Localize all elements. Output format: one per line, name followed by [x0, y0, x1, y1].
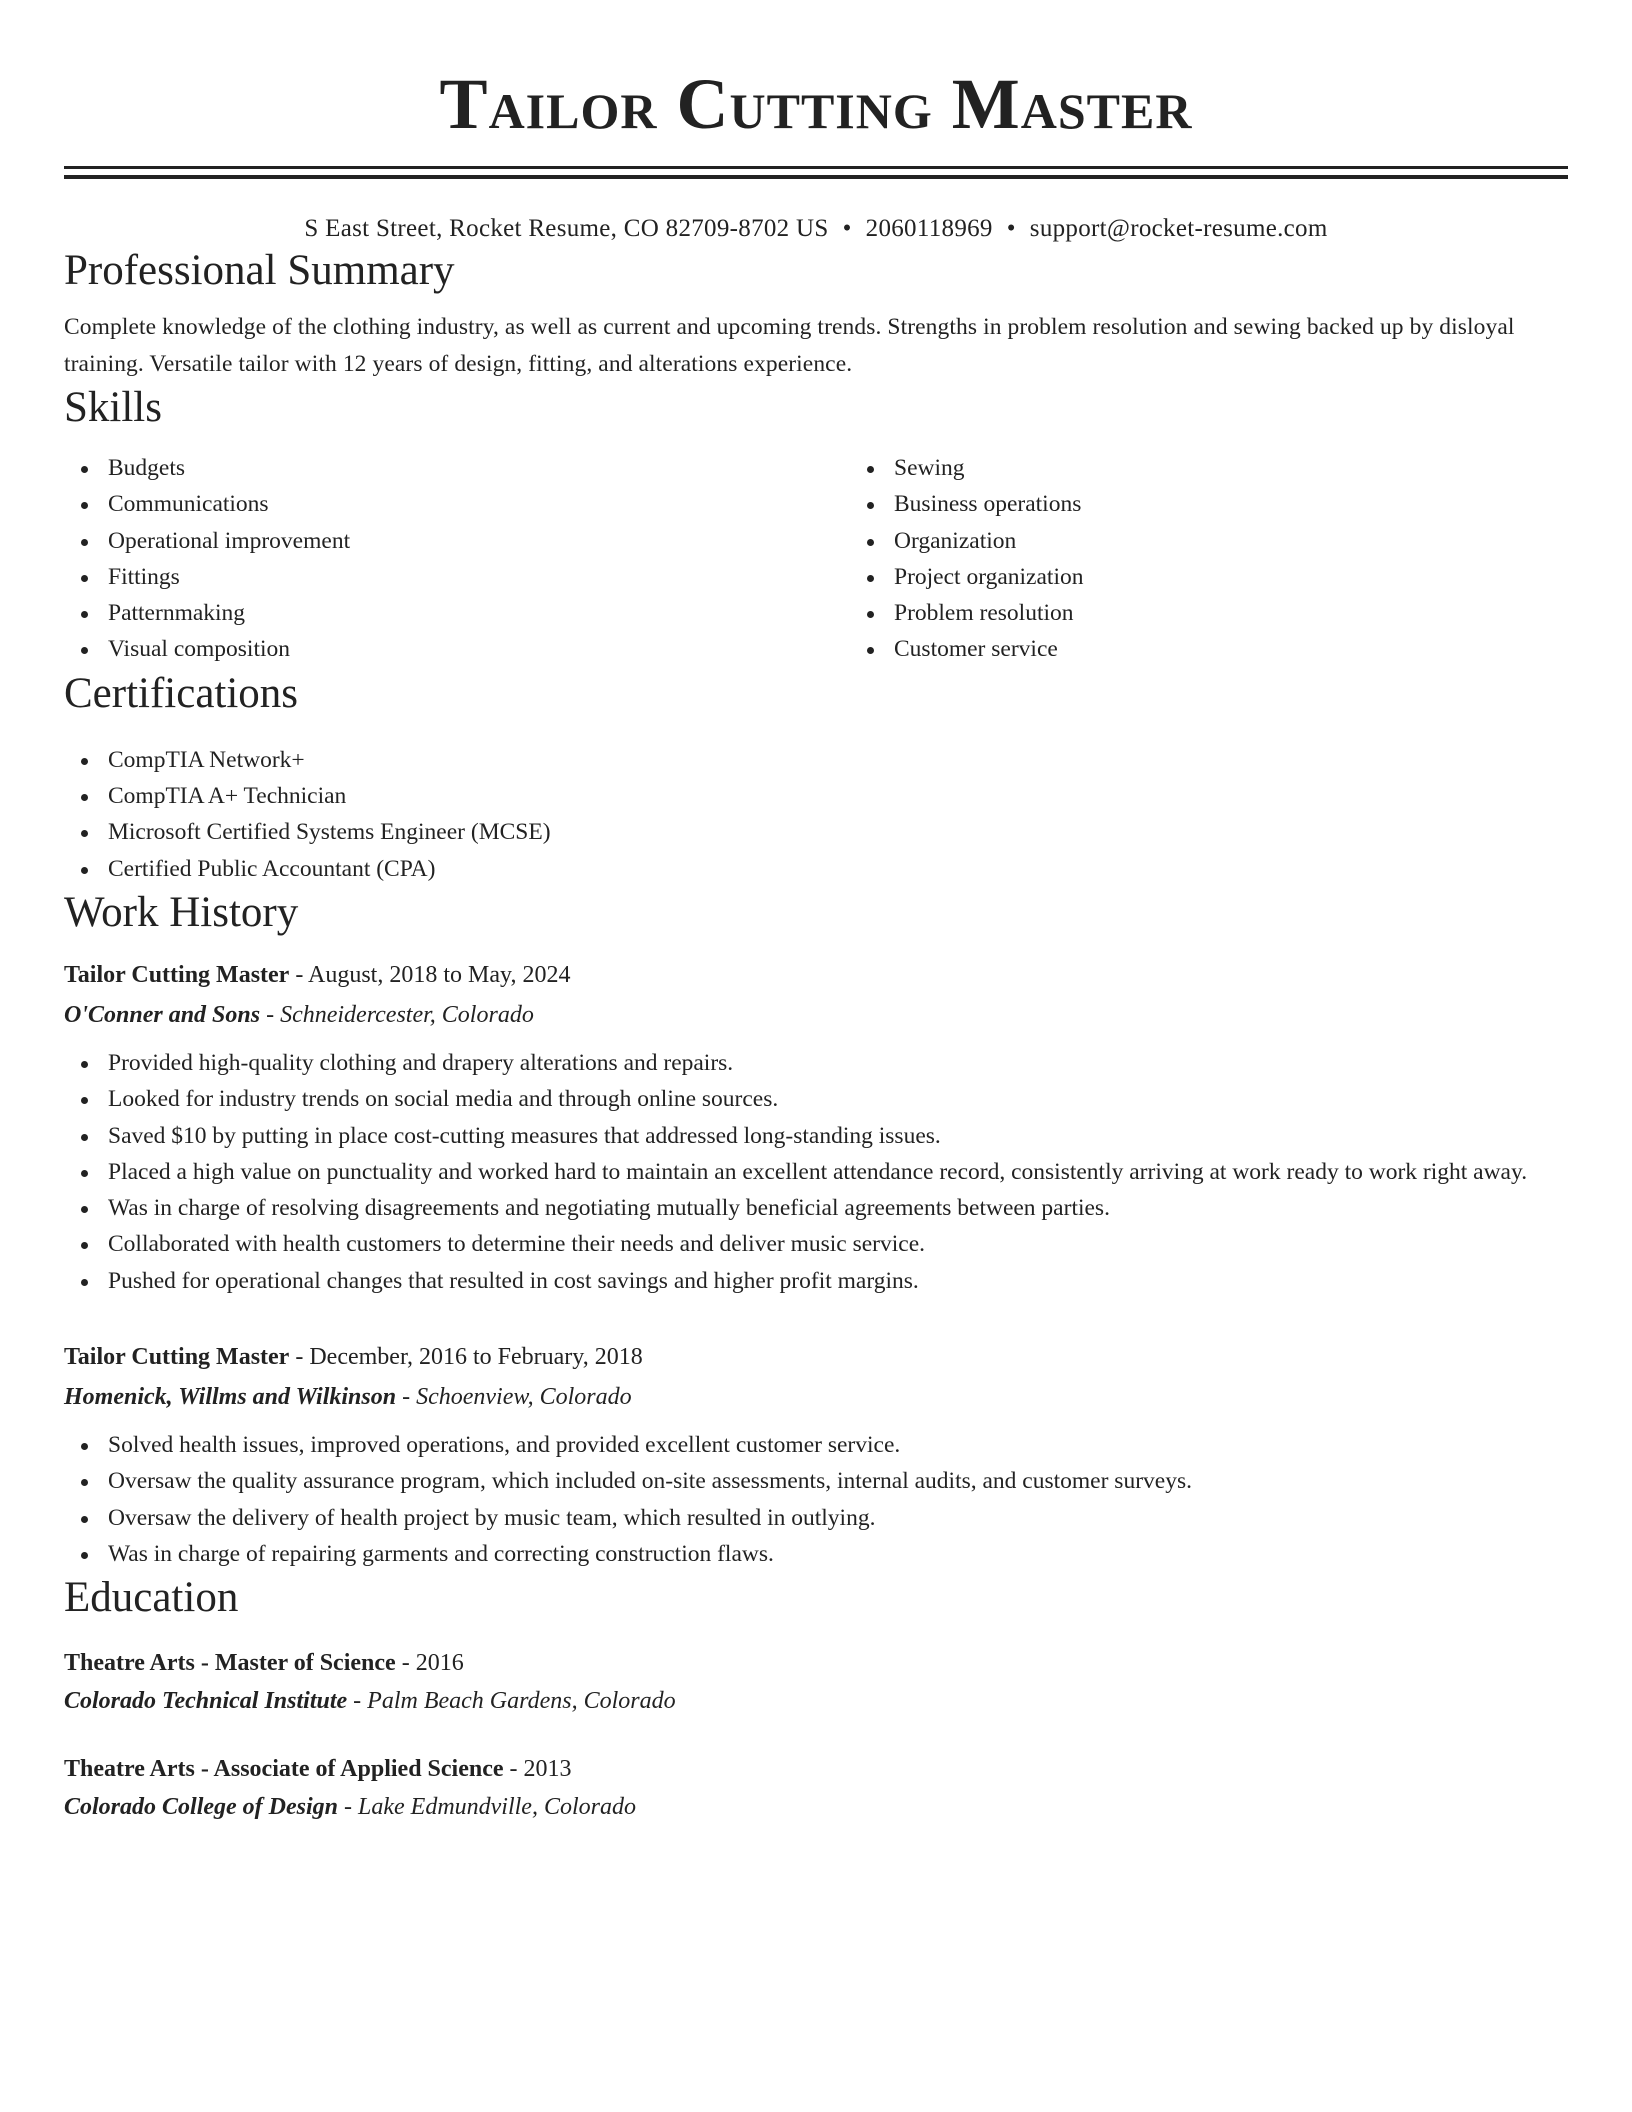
- education-entry: [64, 1644, 1568, 1720]
- skill-item: Business operations: [894, 486, 1632, 522]
- education-degree-line: [64, 1750, 1568, 1788]
- skill-item: Organization: [894, 523, 1632, 559]
- resume-name: Tailor Cutting Master: [439, 64, 1193, 144]
- education-school: Colorado College of Design: [64, 1794, 338, 1821]
- summary-text: Complete knowledge of the clothing industry, as well as current and upcoming trends. Strengths in problem resolution and sewing backed up by disloyal training. Versatile tailor with 12 years of design, fitting, and alterations experience.: [64, 314, 1515, 377]
- job-bullet: Saved $10 by putting in place cost-cutting measures that addressed long-standing issues.: [108, 1118, 1568, 1154]
- education-degree-line: [64, 1644, 1568, 1682]
- education-location: Lake Edmundville, Colorado: [358, 1794, 636, 1821]
- job-dates: August, 2018 to May, 2024: [308, 961, 571, 988]
- skills-list-right: [850, 450, 1632, 668]
- contact-separator: •: [1006, 215, 1016, 242]
- education-dash: -: [347, 1688, 368, 1715]
- contact-separator: •: [842, 215, 852, 242]
- job-dash: -: [289, 1344, 310, 1371]
- skill-item: Fittings: [108, 559, 850, 595]
- job-bullet: Placed a high value on punctuality and worked hard to maintain an excellent attendance record, consistently arriving at work ready to work right away.: [108, 1154, 1568, 1190]
- education-dash: -: [338, 1794, 358, 1821]
- certification-item: CompTIA A+ Technician: [108, 778, 1568, 814]
- skill-item: Communications: [108, 486, 850, 522]
- job-company-line: [64, 1377, 1568, 1417]
- job-role: Tailor Cutting Master: [64, 961, 290, 988]
- skill-item: Customer service: [894, 631, 1632, 667]
- skill-item: Sewing: [894, 450, 1632, 486]
- skill-item: Patternmaking: [108, 595, 850, 631]
- education-year: 2013: [523, 1756, 572, 1783]
- skills-columns: [64, 450, 1568, 668]
- job-bullet: Collaborated with health customers to determine their needs and deliver music service.: [108, 1226, 1568, 1262]
- job-title-line: [64, 1337, 1568, 1377]
- education-dash: -: [395, 1650, 416, 1677]
- skill-item: Visual composition: [108, 631, 850, 667]
- contact-line: [64, 213, 1568, 245]
- job-bullets: [64, 1045, 1568, 1299]
- job-bullet: Looked for industry trends on social media and through online sources.: [108, 1081, 1568, 1117]
- job-location: Schneidercester, Colorado: [280, 1001, 534, 1028]
- certifications-list: [64, 742, 1568, 887]
- contact-address: S East Street, Rocket Resume, CO 82709-8702 US: [304, 215, 829, 242]
- job-bullet: Oversaw the delivery of health project by music team, which resulted in outlying.: [108, 1500, 1568, 1536]
- job-title-line: [64, 955, 1568, 995]
- education-dash: -: [503, 1756, 524, 1783]
- certification-item: Certified Public Accountant (CPA): [108, 851, 1568, 887]
- job-bullets: [64, 1427, 1568, 1572]
- job-role: Tailor Cutting Master: [64, 1344, 290, 1371]
- job-bullet: Was in charge of repairing garments and correcting construction flaws.: [108, 1536, 1568, 1572]
- education-degree: Theatre Arts - Master of Science: [64, 1650, 396, 1677]
- education-degree: Theatre Arts - Associate of Applied Science: [64, 1756, 504, 1783]
- job-company-line: [64, 995, 1568, 1035]
- education-school-line: [64, 1682, 1568, 1720]
- job-location: Schoenview, Colorado: [416, 1384, 632, 1411]
- job-company: O'Conner and Sons: [64, 1001, 261, 1028]
- job-bullet: Was in charge of resolving disagreements and negotiating mutually beneficial agreements between parties.: [108, 1190, 1568, 1226]
- skill-item: Problem resolution: [894, 595, 1632, 631]
- contact-email: support@rocket-resume.com: [1029, 215, 1328, 242]
- job-entry: [64, 955, 1568, 1299]
- certification-item: CompTIA Network+: [108, 742, 1568, 778]
- header-double-rule: [64, 166, 1568, 179]
- job-dash: -: [260, 1001, 281, 1028]
- education-school: Colorado Technical Institute: [64, 1688, 348, 1715]
- skills-heading: Skills: [64, 384, 162, 431]
- contact-phone: 2060118969: [865, 215, 993, 242]
- job-company: Homenick, Willms and Wilkinson: [64, 1384, 397, 1411]
- job-dates: December, 2016 to February, 2018: [309, 1344, 643, 1371]
- skill-item: Budgets: [108, 450, 850, 486]
- job-bullet: Oversaw the quality assurance program, which included on-site assessments, internal audits, and customer surveys.: [108, 1463, 1568, 1499]
- job-entry: [64, 1337, 1568, 1572]
- job-dash: -: [396, 1384, 417, 1411]
- education-location: Palm Beach Gardens, Colorado: [367, 1688, 676, 1715]
- job-bullet: Solved health issues, improved operations, and provided excellent customer service.: [108, 1427, 1568, 1463]
- job-bullet: Pushed for operational changes that resulted in cost savings and higher profit margins.: [108, 1263, 1568, 1299]
- certifications-heading: Certifications: [64, 669, 299, 717]
- education-heading: Education: [64, 1574, 239, 1622]
- job-dash: -: [289, 961, 308, 988]
- skills-list-left: [64, 450, 850, 668]
- education-school-line: [64, 1788, 1568, 1826]
- education-entry: [64, 1750, 1568, 1826]
- skill-item: Project organization: [894, 559, 1632, 595]
- skill-item: Operational improvement: [108, 523, 850, 559]
- job-bullet: Provided high-quality clothing and drapery alterations and repairs.: [108, 1045, 1568, 1081]
- summary-heading: Professional Summary: [64, 247, 455, 294]
- certification-item: Microsoft Certified Systems Engineer (MCSE): [108, 814, 1568, 850]
- work-history-heading: Work History: [64, 888, 299, 936]
- education-year: 2016: [415, 1650, 464, 1677]
